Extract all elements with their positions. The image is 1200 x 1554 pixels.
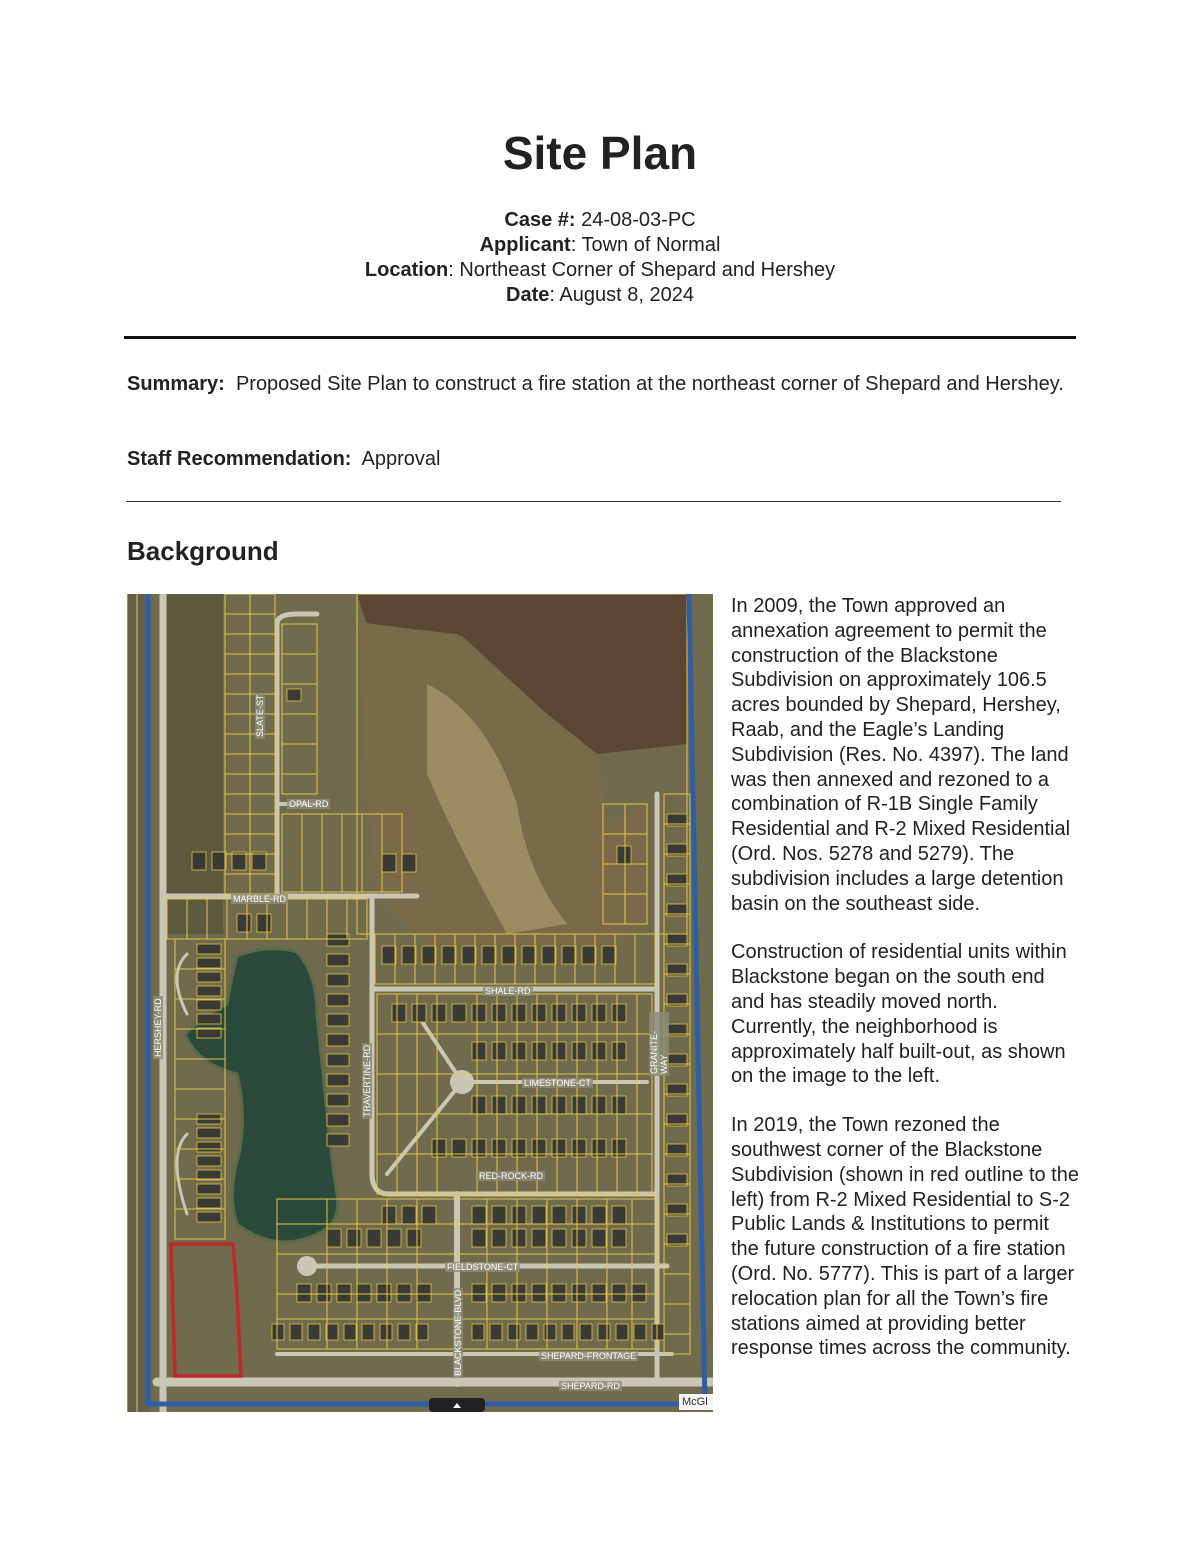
applicant: Applicant: Town of Normal — [479, 234, 721, 256]
staff-recommendation — [127, 447, 1067, 472]
map-attribution: McGl — [682, 1396, 708, 1408]
case-info — [0, 208, 1200, 308]
street-label-shepard-frontage: SHEPARD-FRONTAGE — [541, 1351, 637, 1361]
page-title: Site Plan — [502, 127, 698, 179]
case-number: Case #: 24-08-03-PC — [504, 209, 696, 231]
summary-label: Summary: — [127, 373, 225, 395]
street-label-blackstone: BLACKSTONE-BLVD — [453, 1289, 463, 1376]
background-text — [731, 594, 1081, 1385]
date: Date: August 8, 2024 — [506, 284, 694, 306]
aerial-site-map — [127, 594, 713, 1412]
background-paragraph: Construction of residential units within Blackstone began on the south end and has steadily moved north. Currently, the neighborhood is approximately half built-out, as shown on the image to the left. — [731, 941, 1067, 1088]
location: Location: Northeast Corner of Shepard and Hershey — [364, 259, 836, 281]
header-divider — [124, 336, 1076, 339]
street-label-fieldstone: FIELDSTONE-CT — [447, 1262, 519, 1272]
staff-recommendation-label: Staff Recommendation: — [127, 448, 352, 470]
street-label-granite: GRANITE-WAY — [649, 1012, 669, 1076]
street-label-marble: MARBLE-RD — [233, 894, 287, 904]
summary-text: Proposed Site Plan to construct a fire station at the northeast corner of Shepard and Hershey. — [235, 373, 1064, 395]
street-label-limestone: LIMESTONE-CT — [524, 1078, 591, 1088]
summary — [127, 372, 1067, 397]
staff-recommendation-value: Approval — [361, 448, 441, 470]
street-label-red-rock: RED-ROCK-RD — [479, 1171, 543, 1181]
section-divider — [126, 501, 1061, 502]
background-heading: Background — [127, 536, 279, 566]
street-label-travertine: TRAVERTINE-RD — [362, 1044, 372, 1117]
aerial-map-graphic — [127, 594, 713, 1412]
street-label-shepard: SHEPARD-RD — [561, 1381, 620, 1391]
background-paragraph: In 2019, the Town rezoned the southwest corner of the Blackstone Subdivision (shown in red outline to the left) from R-2 Mixed Residential to S-2 Public Lands & Institutions to permit the future construction of a fire station (Ord. No. 5777). This is part of a larger relocation plan for all the Town’s fire stations aimed at providing better response times across the community. — [731, 1114, 1079, 1360]
street-label-shale: SHALE-RD — [485, 986, 531, 996]
street-label-hershey: HERSHEY-RD — [153, 998, 163, 1057]
street-label-opal: OPAL-RD — [289, 799, 329, 809]
street-label-slate: SLATE-ST — [255, 694, 265, 737]
background-paragraph: In 2009, the Town approved an annexation agreement to permit the construction of the Blackstone Subdivision on approximately 106.5 acres bounded by Shepard, Hershey, Raab, and the Eagle’s Landing Subdivision (Res. No. 4397). The land was then annexed and rezoned to a combination of R-1B Single Family Residential and R-2 Mixed Residential (Ord. Nos. 5278 and 5279). The subdivision includes a large detention basin on the southeast side. — [731, 595, 1071, 915]
